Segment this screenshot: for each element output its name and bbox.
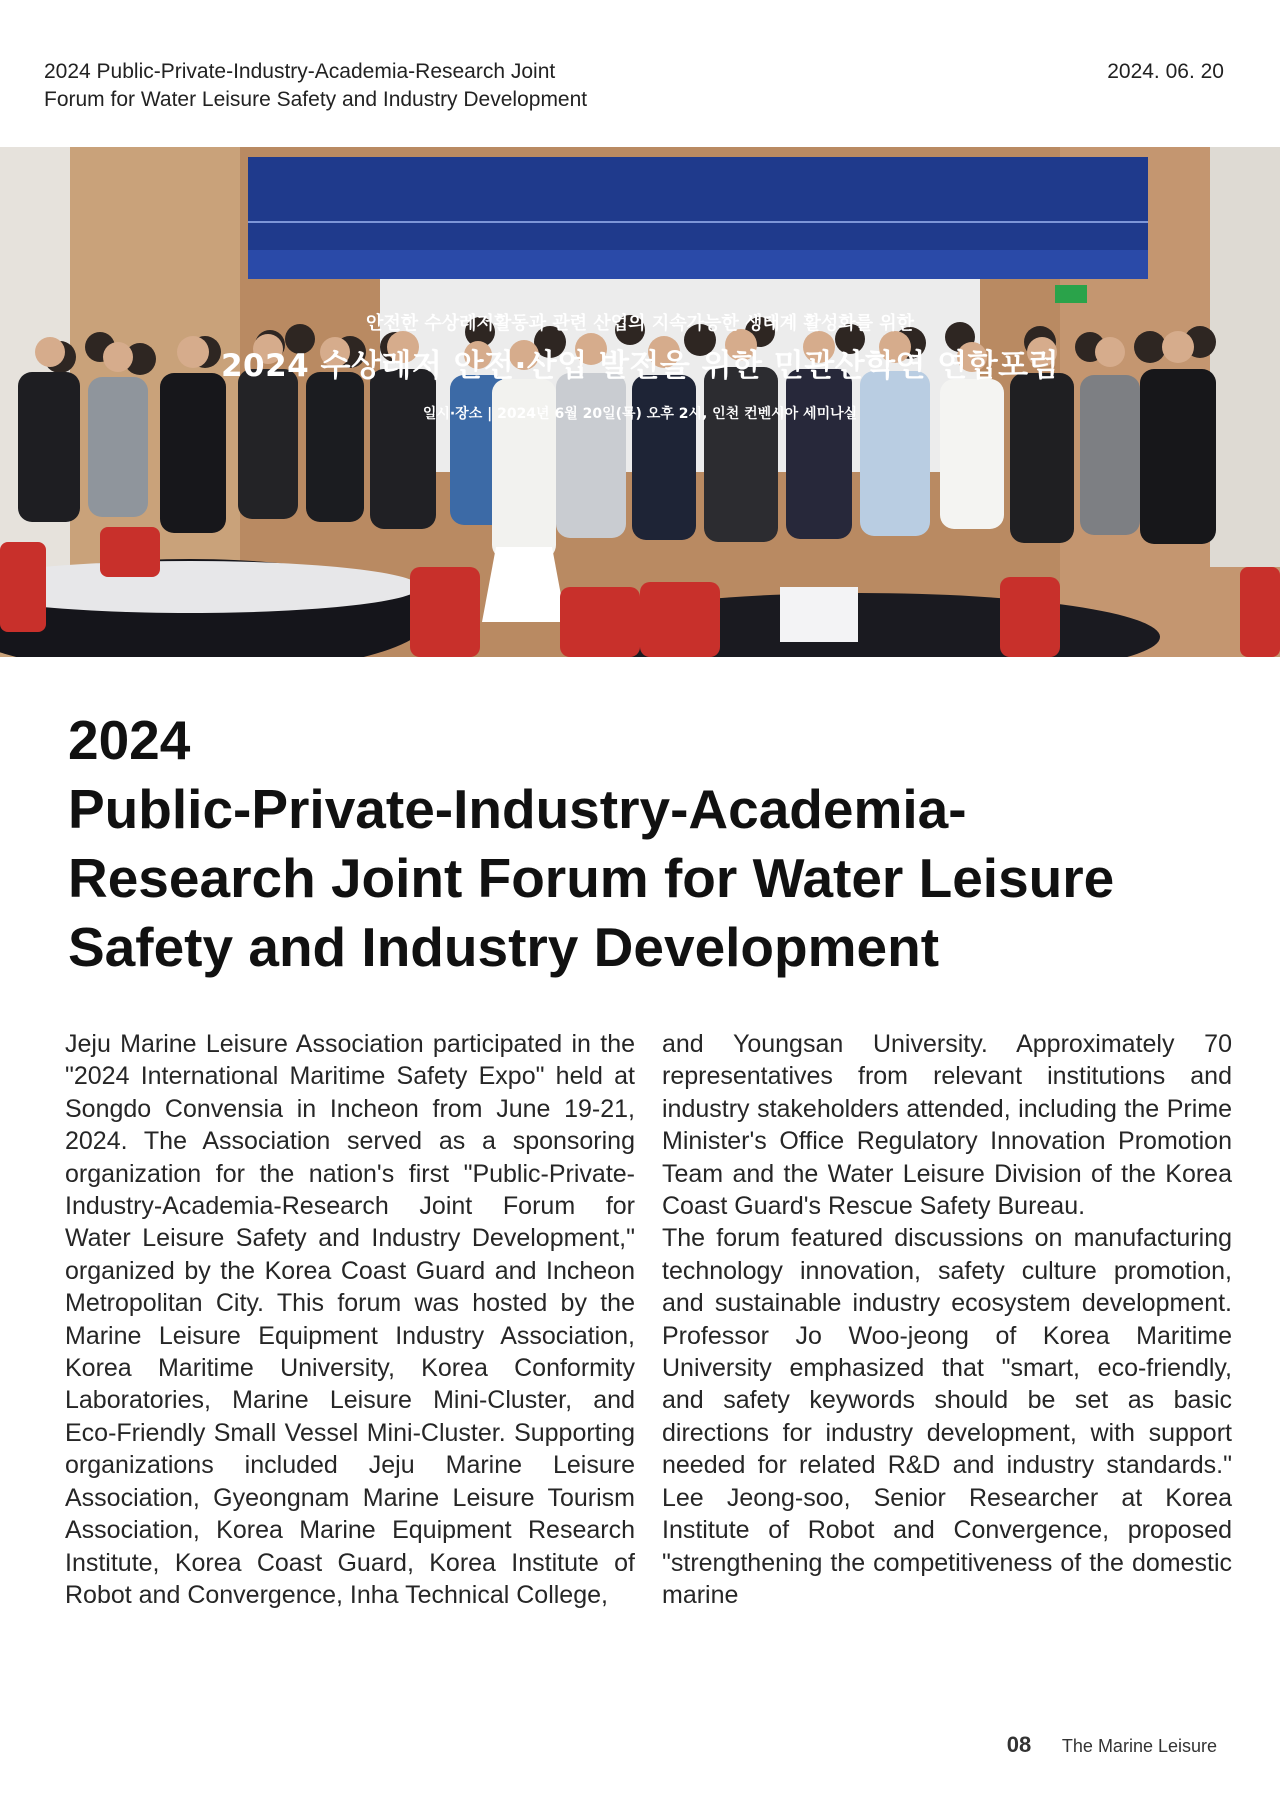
body-paragraph: and Youngsan University. Approximately 70 representatives from relevant institutions and industry stakeholders attended, including the Prime Minister's Office Regulatory Innovation Promotion Team and the Water Leisure Division of the Korea Coast Guard's Rescue Safety Bureau.: [662, 1030, 1232, 1221]
banner-title: 2024 수상레저 안전·산업 발전을 위한 민관산학연 연합포럼: [220, 348, 1060, 384]
page-number: 08: [1006, 1732, 1032, 1757]
header-date: 2024. 06. 20: [1107, 60, 1224, 83]
running-header-line-2: Forum for Water Leisure Safety and Industry Development: [44, 88, 588, 111]
running-header: [44, 58, 684, 114]
body-paragraph: Jeju Marine Leisure Association participated in the "2024 International Maritime Safety Expo" held at Songdo Convensia in Incheon from June 19-21, 2024. The Association served as a sponsoring organization for the nation's first "Public-Private-Industry-Academia-Research Joint Forum for Water Leisure Safety and Industry Development," organized by the Korea Coast Guard and Incheon Metropolitan City. This forum was hosted by the Marine Leisure Equipment Industry Association, Korea Maritime University, Korea Conformity Laboratories, Marine Leisure Mini-Cluster, and Eco-Friendly Small Vessel Mini-Cluster. Supporting organizations included Jeju Marine Leisure Association, Gyeongnam Marine Leisure Tourism Association, Korea Marine Equipment Research Institute, Korea Coast Guard, Korea Institute of Robot and Convergence, Inha Technical College,: [65, 1030, 635, 1609]
headline-line-3: Research Joint Forum for Water Leisure: [68, 847, 1115, 909]
banner-subtitle: 안전한 수상레저활동과 관련 산업의 지속가능한 생태계 활성화를 위한: [365, 313, 915, 334]
headline-line-4: Safety and Industry Development: [68, 916, 940, 978]
headline-line-2: Public-Private-Industry-Academia-: [68, 778, 967, 840]
article-headline: [68, 706, 1218, 982]
running-header-line-1: 2024 Public-Private-Industry-Academia-Research Joint: [44, 60, 556, 83]
banner-info: 일시·장소 | 2024년 6월 20일(목) 오후 2시, 인천 컨벤시아 세미나실: [422, 406, 858, 422]
body-column-left: [65, 1028, 635, 1611]
body-paragraph: The forum featured discussions on manufacturing technology innovation, safety culture promotion, and sustainable industry ecosystem development. Professor Jo Woo-jeong of Korea Maritime University emphasized that "smart, eco-friendly, and safety keywords should be set as basic directions for industry development, with support needed for related R&D and industry standards." Lee Jeong-soo, Senior Researcher at Korea Institute of Robot and Convergence, proposed "strengthening the competitiveness of the domestic marine: [662, 1224, 1232, 1609]
body-column-right: [662, 1028, 1232, 1611]
page-footer: [1007, 1732, 1217, 1758]
headline-line-1: 2024: [68, 709, 191, 771]
forum-group-photo: [0, 147, 1280, 657]
publication-name: The Marine Leisure: [1061, 1736, 1217, 1756]
